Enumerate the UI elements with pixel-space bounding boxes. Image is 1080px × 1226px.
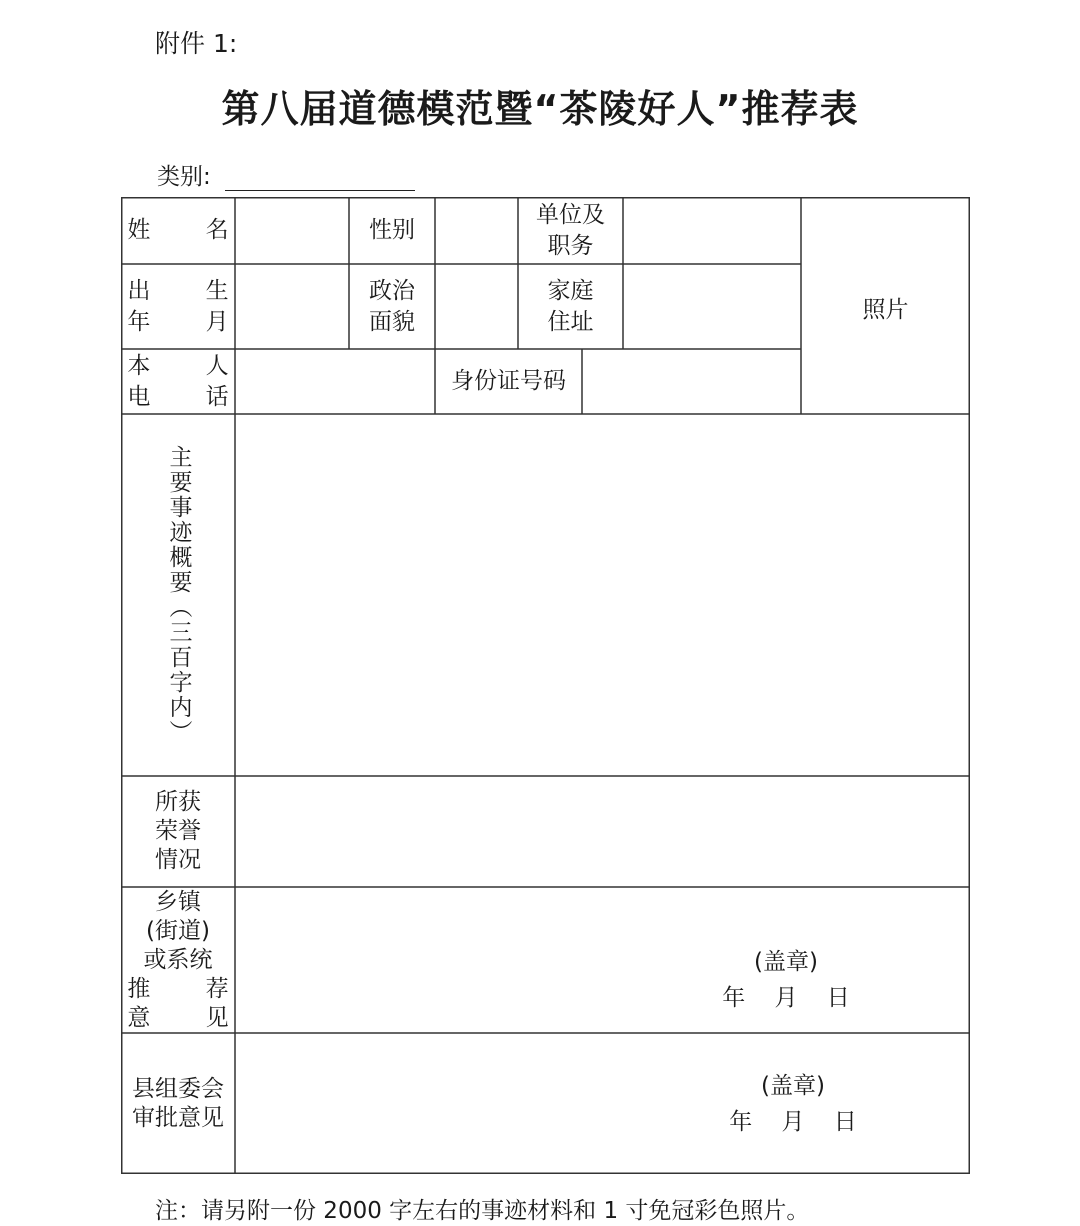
township-label-line4: 推 荐 [127,975,253,1002]
county-seal-label: (盖章) [761,1073,825,1099]
phone-label-line2: 电 话 [127,383,253,410]
honors-field[interactable] [235,776,970,887]
political-label-line1: 政治 [369,277,415,304]
id-number-label: 身份证号码 [451,368,566,394]
township-seal-block [716,944,856,1016]
id-number-field[interactable] [582,349,801,414]
page-title: 第八届道德模范暨“茶陵好人”推荐表 [221,87,859,131]
township-label-line5: 意 见 [127,1004,253,1031]
photo-label: 照片 [862,297,909,323]
birth-label-line1: 出 生 [127,277,253,304]
address-field[interactable] [623,264,801,349]
township-date-label: 年 月 日 [722,985,850,1011]
township-opinion-field[interactable] [235,887,970,1033]
gender-label: 性别 [369,217,415,243]
birth-label-line2: 年 月 [127,308,253,335]
political-field[interactable] [435,264,518,349]
gender-field[interactable] [435,197,518,264]
category-row [157,158,415,191]
attachment-label: 附件 1: [155,29,238,58]
recommendation-form [121,197,970,1174]
unit-position-label [518,197,623,264]
township-label-line2: (街道) [146,917,210,944]
phone-label [121,349,253,414]
phone-label-line1: 本 人 [127,352,253,379]
deeds-field[interactable] [235,414,970,776]
township-seal-label: (盖章) [754,949,818,975]
photo-box[interactable] [801,197,970,414]
township-label-line1: 乡镇 [155,888,201,915]
deeds-label-text: 主要事迹概要（三百字内） [165,445,192,745]
deeds-label [121,414,235,776]
phone-field[interactable] [235,349,435,414]
honors-label [121,776,235,887]
birth-field[interactable] [235,264,349,349]
county-seal-block [723,1068,863,1140]
address-label [518,264,623,349]
unit-label-line1: 单位及 [536,201,605,228]
category-label: 类别: [157,164,211,190]
unit-position-field[interactable] [623,197,801,264]
category-field[interactable] [225,164,415,191]
name-label-text: 姓 名 [127,217,253,243]
honors-label-line2: 荣誉 [155,818,201,844]
footnote: 注：请另附一份 2000 字左右的事迹材料和 1 寸免冠彩色照片。 [155,1198,810,1224]
county-label-line1: 县组委会 [132,1075,224,1102]
county-label-line2: 审批意见 [132,1104,224,1131]
political-label-line2: 面貌 [369,308,415,335]
name-field[interactable] [235,197,349,264]
township-label-line3: 或系统 [143,946,213,973]
county-approval-label [121,1033,235,1174]
political-label [349,264,435,349]
honors-label-line3: 情况 [155,847,201,873]
county-date-label: 年 月 日 [729,1109,857,1135]
birth-label [121,264,253,349]
address-label-line1: 家庭 [547,277,594,304]
name-label [121,197,253,264]
township-opinion-label [121,887,253,1033]
unit-label-line2: 职务 [547,232,594,259]
honors-label-line1: 所获 [155,789,201,815]
address-label-line2: 住址 [547,308,594,335]
